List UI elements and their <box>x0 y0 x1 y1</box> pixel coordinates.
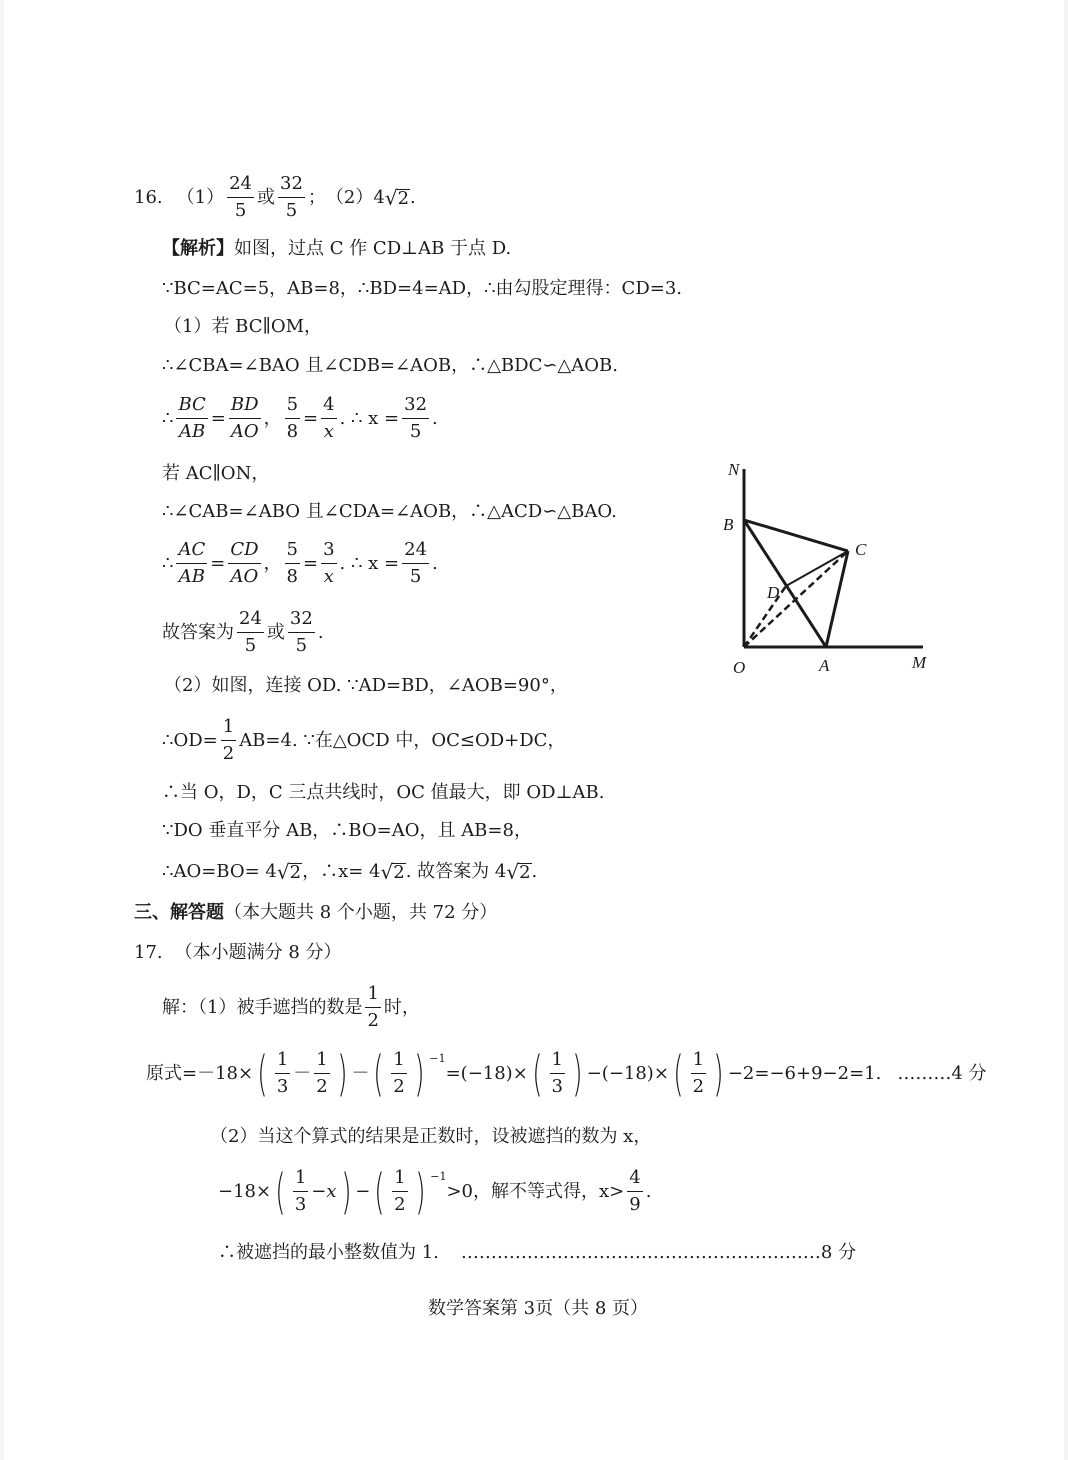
denominator: 2 <box>393 1076 405 1097</box>
denominator: 8 <box>286 565 298 587</box>
answer-summary-line <box>162 610 324 656</box>
segment-od <box>744 586 786 647</box>
coefficient: 4 <box>373 186 385 208</box>
analysis-text: ，∴x= 4 <box>302 861 381 882</box>
analysis-text: 若 AC∥ON， <box>162 463 270 484</box>
analysis-text: （2）如图，连接 OD. ∵AD=BD，∠AOB=90°， <box>164 675 568 696</box>
analysis-text: ∴∠CBA=∠BAO 且∠CDB=∠AOB，∴△BDC∽△AOB. <box>162 355 618 376</box>
fraction <box>627 1169 642 1215</box>
therefore-x: . ∴ x = <box>339 552 400 574</box>
analysis-text: AB=4. ∵在△OCD 中，OC≤OD+DC， <box>239 729 566 751</box>
denominator: 5 <box>295 634 308 656</box>
q17-part2 <box>210 1128 651 1146</box>
numerator: 1 <box>275 1051 290 1074</box>
answer-page <box>4 0 1064 1460</box>
numerator: BD <box>229 396 261 419</box>
label-a: A <box>819 656 830 675</box>
denominator: 5 <box>409 565 422 587</box>
numerator: BC <box>176 396 207 419</box>
fraction <box>275 1051 290 1097</box>
score-dots: ……………………………………………………8 分 <box>460 1242 857 1263</box>
analysis-line-1 <box>162 240 511 258</box>
paren-group: ( $\frac{1}{2}$ ) <box>673 1046 724 1102</box>
fraction <box>221 718 236 764</box>
denominator: 3 <box>276 1076 289 1097</box>
denominator: 2 <box>316 1076 328 1097</box>
numerator: 1 <box>392 1169 407 1192</box>
fraction <box>365 985 380 1031</box>
question-number: 17. <box>134 942 163 963</box>
analysis-line-3 <box>164 318 322 336</box>
period: . <box>531 861 538 882</box>
paren-group: ( $\frac{1}{3}$ － $\frac{1}{2}$ ) <box>257 1046 348 1102</box>
numerator: 32 <box>278 175 305 198</box>
sqrt: √ 2 <box>506 860 531 884</box>
expr-text: =(−18)× <box>445 1063 528 1084</box>
denominator: 2 <box>692 1076 705 1097</box>
exponent: −1 <box>430 1169 447 1183</box>
expr-text: >0，解不等式得，x> <box>446 1181 625 1202</box>
analysis-line-11 <box>162 718 565 764</box>
part-label: （2） <box>325 186 374 208</box>
analysis-text: ∴AO=BO= 4 <box>162 861 277 882</box>
denominator: 3 <box>551 1076 563 1097</box>
question-number: 16. <box>134 186 163 208</box>
therefore: ∴ <box>162 407 174 429</box>
exponent: −1 <box>429 1051 446 1065</box>
numerator: 24 <box>402 541 429 564</box>
numerator: 1 <box>365 985 380 1008</box>
analysis-line-12 <box>162 784 604 802</box>
paren-group: ( $\frac{1}{2}$ ) <box>373 1046 425 1102</box>
label-c: C <box>855 540 867 559</box>
analysis-line-14 <box>162 862 537 882</box>
paren-group: ( $\frac{1}{3}$ −x ) <box>275 1164 352 1220</box>
numerator: 5 <box>285 541 300 564</box>
numerator: 4 <box>321 396 336 419</box>
solution-text: ∴被遮挡的最小整数值为 1. <box>218 1242 439 1263</box>
expr-start: 原式=－18× <box>146 1063 254 1084</box>
expr-text: −(−18)× <box>586 1063 669 1084</box>
fraction <box>392 1169 407 1215</box>
solution-text: （2）当这个算式的结果是正数时，设被遮挡的数为 x， <box>210 1126 652 1147</box>
q17-header <box>134 944 342 962</box>
comma: ， <box>263 552 282 574</box>
section-title: 三、解答题 <box>134 902 224 923</box>
label-m: M <box>912 653 927 672</box>
fraction <box>550 1051 565 1097</box>
sqrt: √ 2 <box>276 860 302 884</box>
denominator: x <box>323 565 334 587</box>
sqrt: √ 2 <box>384 185 410 210</box>
denominator: x <box>323 420 334 442</box>
fraction <box>229 396 261 442</box>
numerator: 1 <box>293 1169 308 1192</box>
denominator: 5 <box>409 420 422 442</box>
denominator: 5 <box>234 199 247 221</box>
label-n: N <box>728 460 740 479</box>
minus: − <box>355 1181 371 1202</box>
fraction <box>278 175 305 221</box>
denominator: 5 <box>244 634 257 656</box>
paren-group: ( $\frac{1}{3}$ ) <box>532 1046 583 1102</box>
expr-text: −2=−6+9−2=1. <box>727 1063 882 1084</box>
equals: = <box>303 552 319 574</box>
label-b: B <box>723 515 734 534</box>
analysis-line-4 <box>162 357 618 375</box>
segment-dc <box>786 551 848 586</box>
denominator: AO <box>230 420 259 442</box>
q16-answer <box>134 175 416 221</box>
numerator: 3 <box>321 541 336 564</box>
denominator: 5 <box>285 199 298 221</box>
analysis-line-6 <box>162 465 269 483</box>
label-o: O <box>733 658 746 677</box>
numerator: 1 <box>391 1051 406 1074</box>
therefore: ∴ <box>162 552 174 574</box>
denominator: 2 <box>394 1194 406 1215</box>
fraction <box>228 541 260 587</box>
analysis-text: ∴∠CAB=∠ABO 且∠CDA=∠AOB，∴△ACD∽△BAO. <box>162 501 617 522</box>
fraction <box>314 1051 329 1097</box>
period: . <box>432 552 438 574</box>
fraction <box>691 1051 706 1097</box>
analysis-text: 如图，过点 C 作 CD⊥AB 于点 D. <box>234 238 512 259</box>
answer-prefix: 故答案为 <box>162 621 234 643</box>
numerator: 32 <box>402 396 429 419</box>
fraction <box>285 541 300 587</box>
fraction <box>227 175 254 221</box>
analysis-line-7 <box>162 503 617 521</box>
variable-term: −x <box>311 1181 337 1202</box>
numerator: 1 <box>221 718 236 741</box>
fraction <box>293 1169 308 1215</box>
q17-solution-intro <box>162 985 420 1031</box>
segment-oc <box>744 551 848 647</box>
denominator: AO <box>230 565 259 587</box>
denominator: 8 <box>286 420 299 442</box>
minus: － <box>293 1063 312 1084</box>
score-dots: ………4 分 <box>897 1063 987 1084</box>
analysis-heading: 【解析】 <box>162 238 234 259</box>
numerator: 4 <box>627 1169 642 1192</box>
denominator: AB <box>178 565 205 587</box>
therefore-x: . ∴ x = <box>339 407 400 429</box>
numerator: 1 <box>314 1051 329 1074</box>
ratio-line-2 <box>162 541 438 587</box>
denominator: AB <box>179 420 206 442</box>
fraction <box>176 541 207 587</box>
or-text: 或 <box>257 186 275 208</box>
fraction <box>321 541 336 587</box>
radicand: 2 <box>519 862 531 883</box>
q17-conclusion <box>218 1244 856 1262</box>
fraction <box>176 396 207 442</box>
page-footer: 数学答案第 3页（共 8 页） <box>427 1298 649 1319</box>
analysis-text: （1）若 BC∥OM， <box>164 316 323 337</box>
numerator: 24 <box>227 175 254 198</box>
radicand: 2 <box>397 187 410 209</box>
period: . <box>317 621 324 643</box>
period: . <box>432 407 438 429</box>
q17-expression <box>146 1046 987 1102</box>
analysis-text: . 故答案为 4 <box>405 861 507 882</box>
equals: = <box>303 407 319 429</box>
solution-text: 解：（1）被手遮挡的数是 <box>162 996 363 1018</box>
denominator: 2 <box>367 1009 379 1031</box>
paren-group: ( $\frac{1}{2}$ ) <box>374 1164 426 1220</box>
numerator: AC <box>176 541 207 564</box>
expr-start: −18× <box>218 1181 272 1202</box>
analysis-line-2 <box>162 280 682 298</box>
fraction <box>288 610 315 656</box>
part-label: （1） <box>176 186 225 208</box>
period: . <box>410 186 416 208</box>
sqrt: √ 2 <box>380 860 405 884</box>
ratio-line-1 <box>162 396 438 442</box>
numerator: 5 <box>285 396 300 419</box>
od-equals: ∴OD= <box>162 729 218 751</box>
numerator: 24 <box>237 610 264 633</box>
label-d: D <box>767 583 780 602</box>
analysis-text: ∵BC=AC=5，AB=8，∴BD=4=AD，∴由勾股定理得：CD=3. <box>162 278 683 299</box>
denominator: 2 <box>222 742 235 764</box>
fraction <box>402 541 429 587</box>
section-desc: （本大题共 8 个小题，共 72 分） <box>224 902 498 923</box>
solution-text: 时， <box>383 996 420 1018</box>
fraction <box>285 396 300 442</box>
numerator: 1 <box>550 1051 565 1074</box>
q17-inequality <box>218 1164 652 1220</box>
minus: － <box>351 1063 370 1084</box>
comma: ， <box>263 407 282 429</box>
numerator: 1 <box>691 1051 706 1074</box>
segment-ca <box>826 551 848 647</box>
analysis-text: ∵DO 垂直平分 AB，∴BO=AO，且 AB=8， <box>162 820 532 841</box>
period: . <box>645 1181 652 1202</box>
numerator: 32 <box>288 610 315 633</box>
denominator: 3 <box>294 1194 307 1215</box>
fraction <box>237 610 264 656</box>
section-heading <box>134 904 497 922</box>
score-note: （本小题满分 8 分） <box>174 942 342 963</box>
analysis-text: ∴当 O，D，C 三点共线时，OC 值最大，即 OD⊥AB. <box>162 782 605 803</box>
fraction <box>402 396 429 442</box>
equals: = <box>210 552 226 574</box>
numerator: CD <box>228 541 260 564</box>
analysis-line-13 <box>162 822 532 840</box>
or-text: 或 <box>266 621 285 643</box>
radicand: 2 <box>393 862 405 883</box>
radicand: 2 <box>289 862 302 883</box>
analysis-line-10 <box>164 677 568 695</box>
geometry-figure <box>720 455 950 685</box>
equals: = <box>210 407 226 429</box>
denominator: 9 <box>629 1194 641 1215</box>
fraction <box>321 396 336 442</box>
fraction <box>391 1051 406 1097</box>
semicolon: ； <box>307 186 326 208</box>
